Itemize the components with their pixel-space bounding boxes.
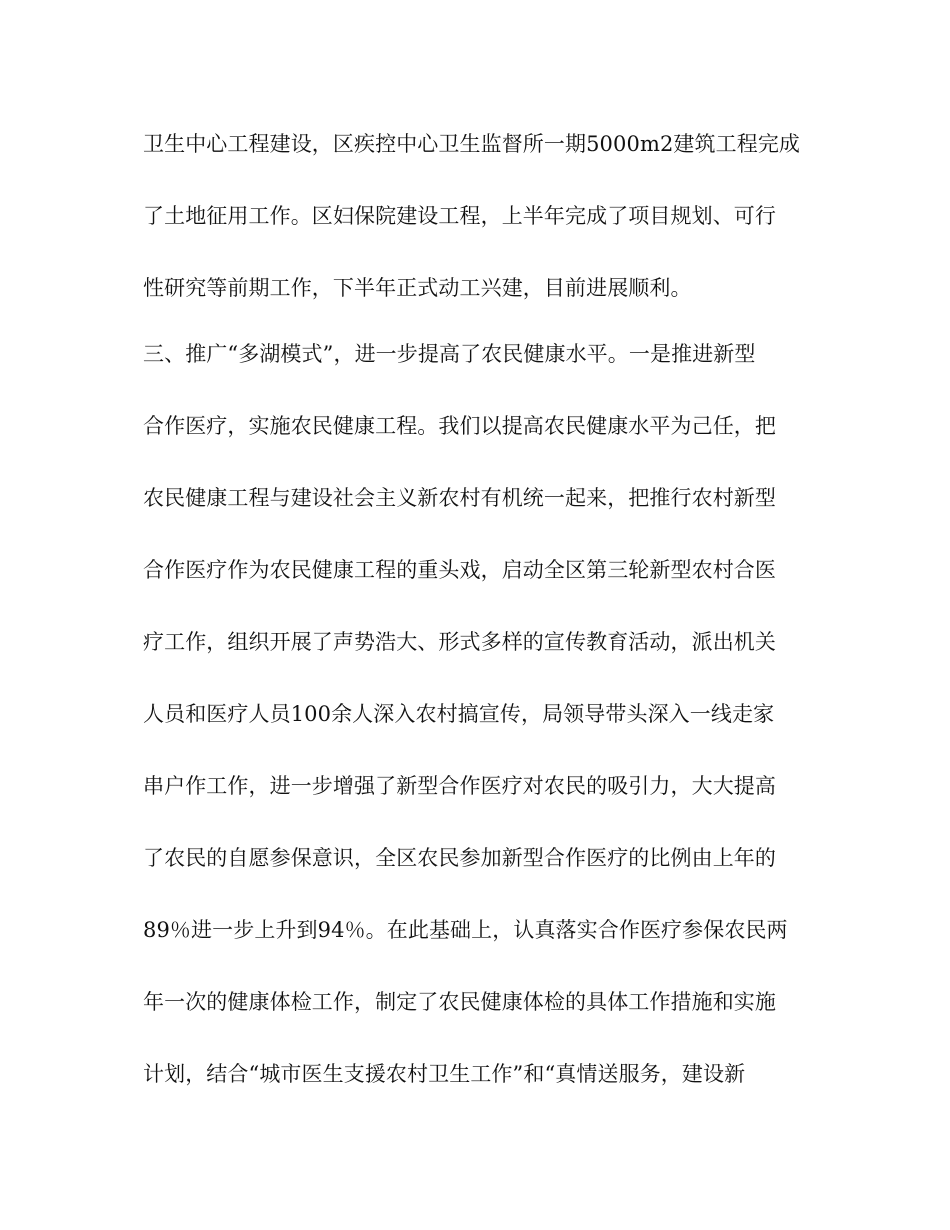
section-heading-line: 三、推广“多湖模式”，进一步提高了农民健康水平。一是推进新型 [143, 342, 756, 366]
section-three-paragraph [143, 339, 823, 1131]
text-line: 计划，结合“城市医生支援农村卫生工作”和“真情送服务，建设新 [143, 1062, 746, 1086]
text-line: 串户作工作，进一步增强了新型合作医疗对农民的吸引力，大大提高 [143, 774, 776, 798]
text-line: 疗工作，组织开展了声势浩大、形式多样的宣传教育活动，派出机关 [143, 630, 776, 654]
text-line: 合作医疗作为农民健康工程的重头戏，启动全区第三轮新型农村合医 [143, 558, 776, 582]
text-line: 卫生中心工程建设，区疾控中心卫生监督所一期5000m2建筑工程完成 [143, 132, 801, 156]
text-line: 年一次的健康体检工作，制定了农民健康体检的具体工作措施和实施 [143, 990, 776, 1014]
text-line: 了农民的自愿参保意识，全区农民参加新型合作医疗的比例由上年的 [143, 846, 776, 870]
text-line: 性研究等前期工作，下半年正式动工兴建，目前进展顺利。 [143, 276, 692, 300]
text-line: 农民健康工程与建设社会主义新农村有机统一起来，把推行农村新型 [143, 486, 776, 510]
paragraph-continued [143, 129, 823, 345]
text-line: 合作医疗，实施农民健康工程。我们以提高农民健康水平为己任，把 [143, 414, 776, 438]
text-line: 89％进一步上升到94％。在此基础上，认真落实合作医疗参保农民两 [143, 918, 788, 942]
text-line: 人员和医疗人员100余人深入农村搞宣传，局领导带头深入一线走家 [143, 702, 775, 726]
text-line: 了土地征用工作。区妇保院建设工程，上半年完成了项目规划、可行 [143, 204, 776, 228]
